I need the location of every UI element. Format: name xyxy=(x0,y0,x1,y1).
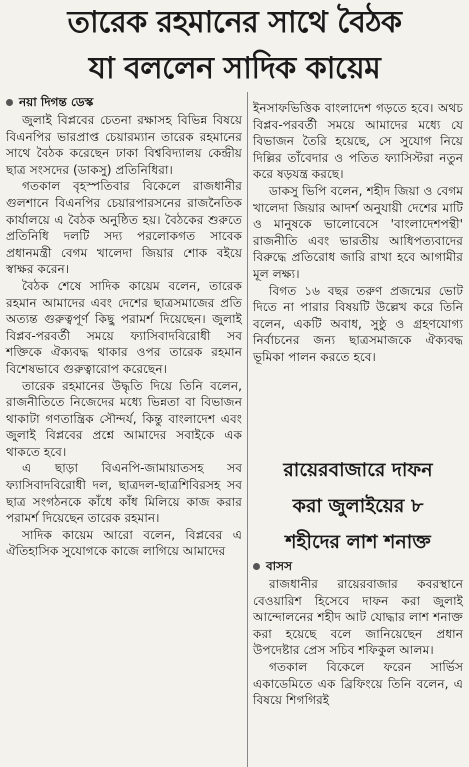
bullet-icon xyxy=(253,563,260,570)
second-article-body xyxy=(253,558,463,709)
bullet-icon xyxy=(6,99,13,106)
paragraph: ইনসাফভিত্তিক বাংলাদেশ গড়তে হবে। অথচ বিপ্লব-পরবর্তী সময়ে আমাদের মধ্যে যে বিভাজন তৈরি হয়েছে, সে সুযোগ নিয়ে দিল্লির তাঁবেদার ও পতিত ফ্যাসিস্টরা নতুন করে ষড়যন্ত্র করছে। xyxy=(253,101,463,182)
paragraph: সাদিক কায়েম আরো বলেন, বিপ্লবের এ ঐতিহাসিক সুযোগকে কাজে লাগিয়ে আমাদের xyxy=(6,527,242,559)
second-byline-text: বাসস xyxy=(266,559,293,573)
paragraph: জুলাই বিপ্লবের চেতনা রক্ষাসহ বিভিন্ন বিষয়ে বিএনপির ভারপ্রাপ্ত চেয়ারম্যান তারেক রহমানের সাথে বৈঠক করেছেন ঢাকা বিশ্ববিদ্যালয় কেন্দ্রীয় ছাত্র সংসদের (ডাকসু) প্রতিনিধিরা। xyxy=(6,113,242,177)
article-left-column xyxy=(6,94,242,560)
article-right-column xyxy=(253,100,463,366)
second-headline xyxy=(253,452,463,560)
second-headline-line-2: করা জুলাইয়ের ৮ xyxy=(292,495,424,517)
paragraph: বৈঠক শেষে সাদিক কায়েম বলেন, তারেক রহমান আমাদের এবং দেশের ছাত্রসমাজের প্রতি অত্যন্ত গুরুত্বপূর্ণ কিছু পরামর্শ দিয়েছেন। জুলাই বিপ্লব-পরবর্তী সময়ে ফ্যাসিবাদবিরোধী সব শক্তিকে ঐক্যবদ্ধ থাকার ওপর তারেক রহমান বিশেষভাবে গুরুত্বারোপ করেছেন। xyxy=(6,278,242,376)
paragraph: তারেক রহমানের উদ্ধৃতি দিয়ে তিনি বলেন, রাজনীতিতে নিজেদের মধ্যে ভিন্নতা বা বিভাজন থাকাটা গণতান্ত্রিক সৌন্দর্য, কিন্তু বাংলাদেশ এবং জুলাই বিপ্লবের প্রশ্নে আমাদের সবাইকে এক থাকতে হবে। xyxy=(6,378,242,459)
paragraph: গতকাল বৃহস্পতিবার বিকেলে রাজধানীর গুলশানে বিএনপির চেয়ারপারসনের রাজনৈতিক কার্যালয়ে এ বৈঠক অনুষ্ঠিত হয়। বৈঠকের শুরুতে প্রতিনিধি দলটি সদ্য পরলোকগত সাবেক প্রধানমন্ত্রী বেগম খালেদা জিয়ার শোক বইয়ে স্বাক্ষর করেন। xyxy=(6,179,242,277)
byline xyxy=(6,94,242,110)
paragraph: বিগত ১৬ বছর তরুণ প্রজন্মের ভোট দিতে না পারার বিষয়টি উল্লেখ করে তিনি বলেন, একটি অবাধ, সুষ্ঠু ও গ্রহণযোগ্য নির্বাচনের জন্য ছাত্রসমাজকে ঐক্যবদ্ধ ভূমিকা পালন করতে হবে। xyxy=(253,283,463,364)
second-headline-line-1: রায়েরবাজারে দাফন xyxy=(283,459,433,481)
paragraph: গতকাল বিকেলে ফরেন সার্ভিস একাডেমিতে এক ব্রিফিংয়ে তিনি বলেন, এ বিষয়ে শিগগিরই xyxy=(253,659,463,708)
main-headline-line-2: যা বললেন সাদিক কায়েম xyxy=(88,51,381,86)
main-headline xyxy=(8,0,461,92)
column-divider xyxy=(247,92,248,767)
paragraph: রাজধানীর রায়েরবাজার কবরস্থানে বেওয়ারিশ হিসেবে দাফন করা জুলাই আন্দোলনের শহীদ আট যোদ্ধার লাশ শনাক্ত করা হয়েছে বলে জানিয়েছেন প্রধান উপদেষ্টার প্রেস সচিব শফিকুল আলম। xyxy=(253,577,463,658)
second-headline-line-3: শহীদের লাশ শনাক্ত xyxy=(285,531,431,553)
paragraph: ডাকসু ভিপি বলেন, শহীদ জিয়া ও বেগম খালেদা জিয়ার আদর্শ অনুযায়ী দেশের মাটি ও মানুষকে ভালোবেসে 'বাংলাদেশপন্থী' রাজনীতি এবং ভারতীয় আধিপত্যবাদের বিরুদ্ধে প্রতিরোধ জারি রাখা হবে আগামীর মূল লক্ষ্য। xyxy=(253,183,463,281)
byline-text: নয়া দিগন্ত ডেস্ক xyxy=(19,95,94,109)
paragraph: এ ছাড়া বিএনপি-জামায়াতসহ সব ফ্যাসিবাদবিরোধী দল, ছাত্রদল-ছাত্রশিবিরসহ সব ছাত্র সংগঠনকে কাঁধে কাঁধ মিলিয়ে কাজ করার পরামর্শ দিয়েছেন তারেক রহমান। xyxy=(6,461,242,526)
main-headline-line-1: তারেক রহমানের সাথে বৈঠক xyxy=(67,5,402,40)
second-byline xyxy=(253,558,463,574)
